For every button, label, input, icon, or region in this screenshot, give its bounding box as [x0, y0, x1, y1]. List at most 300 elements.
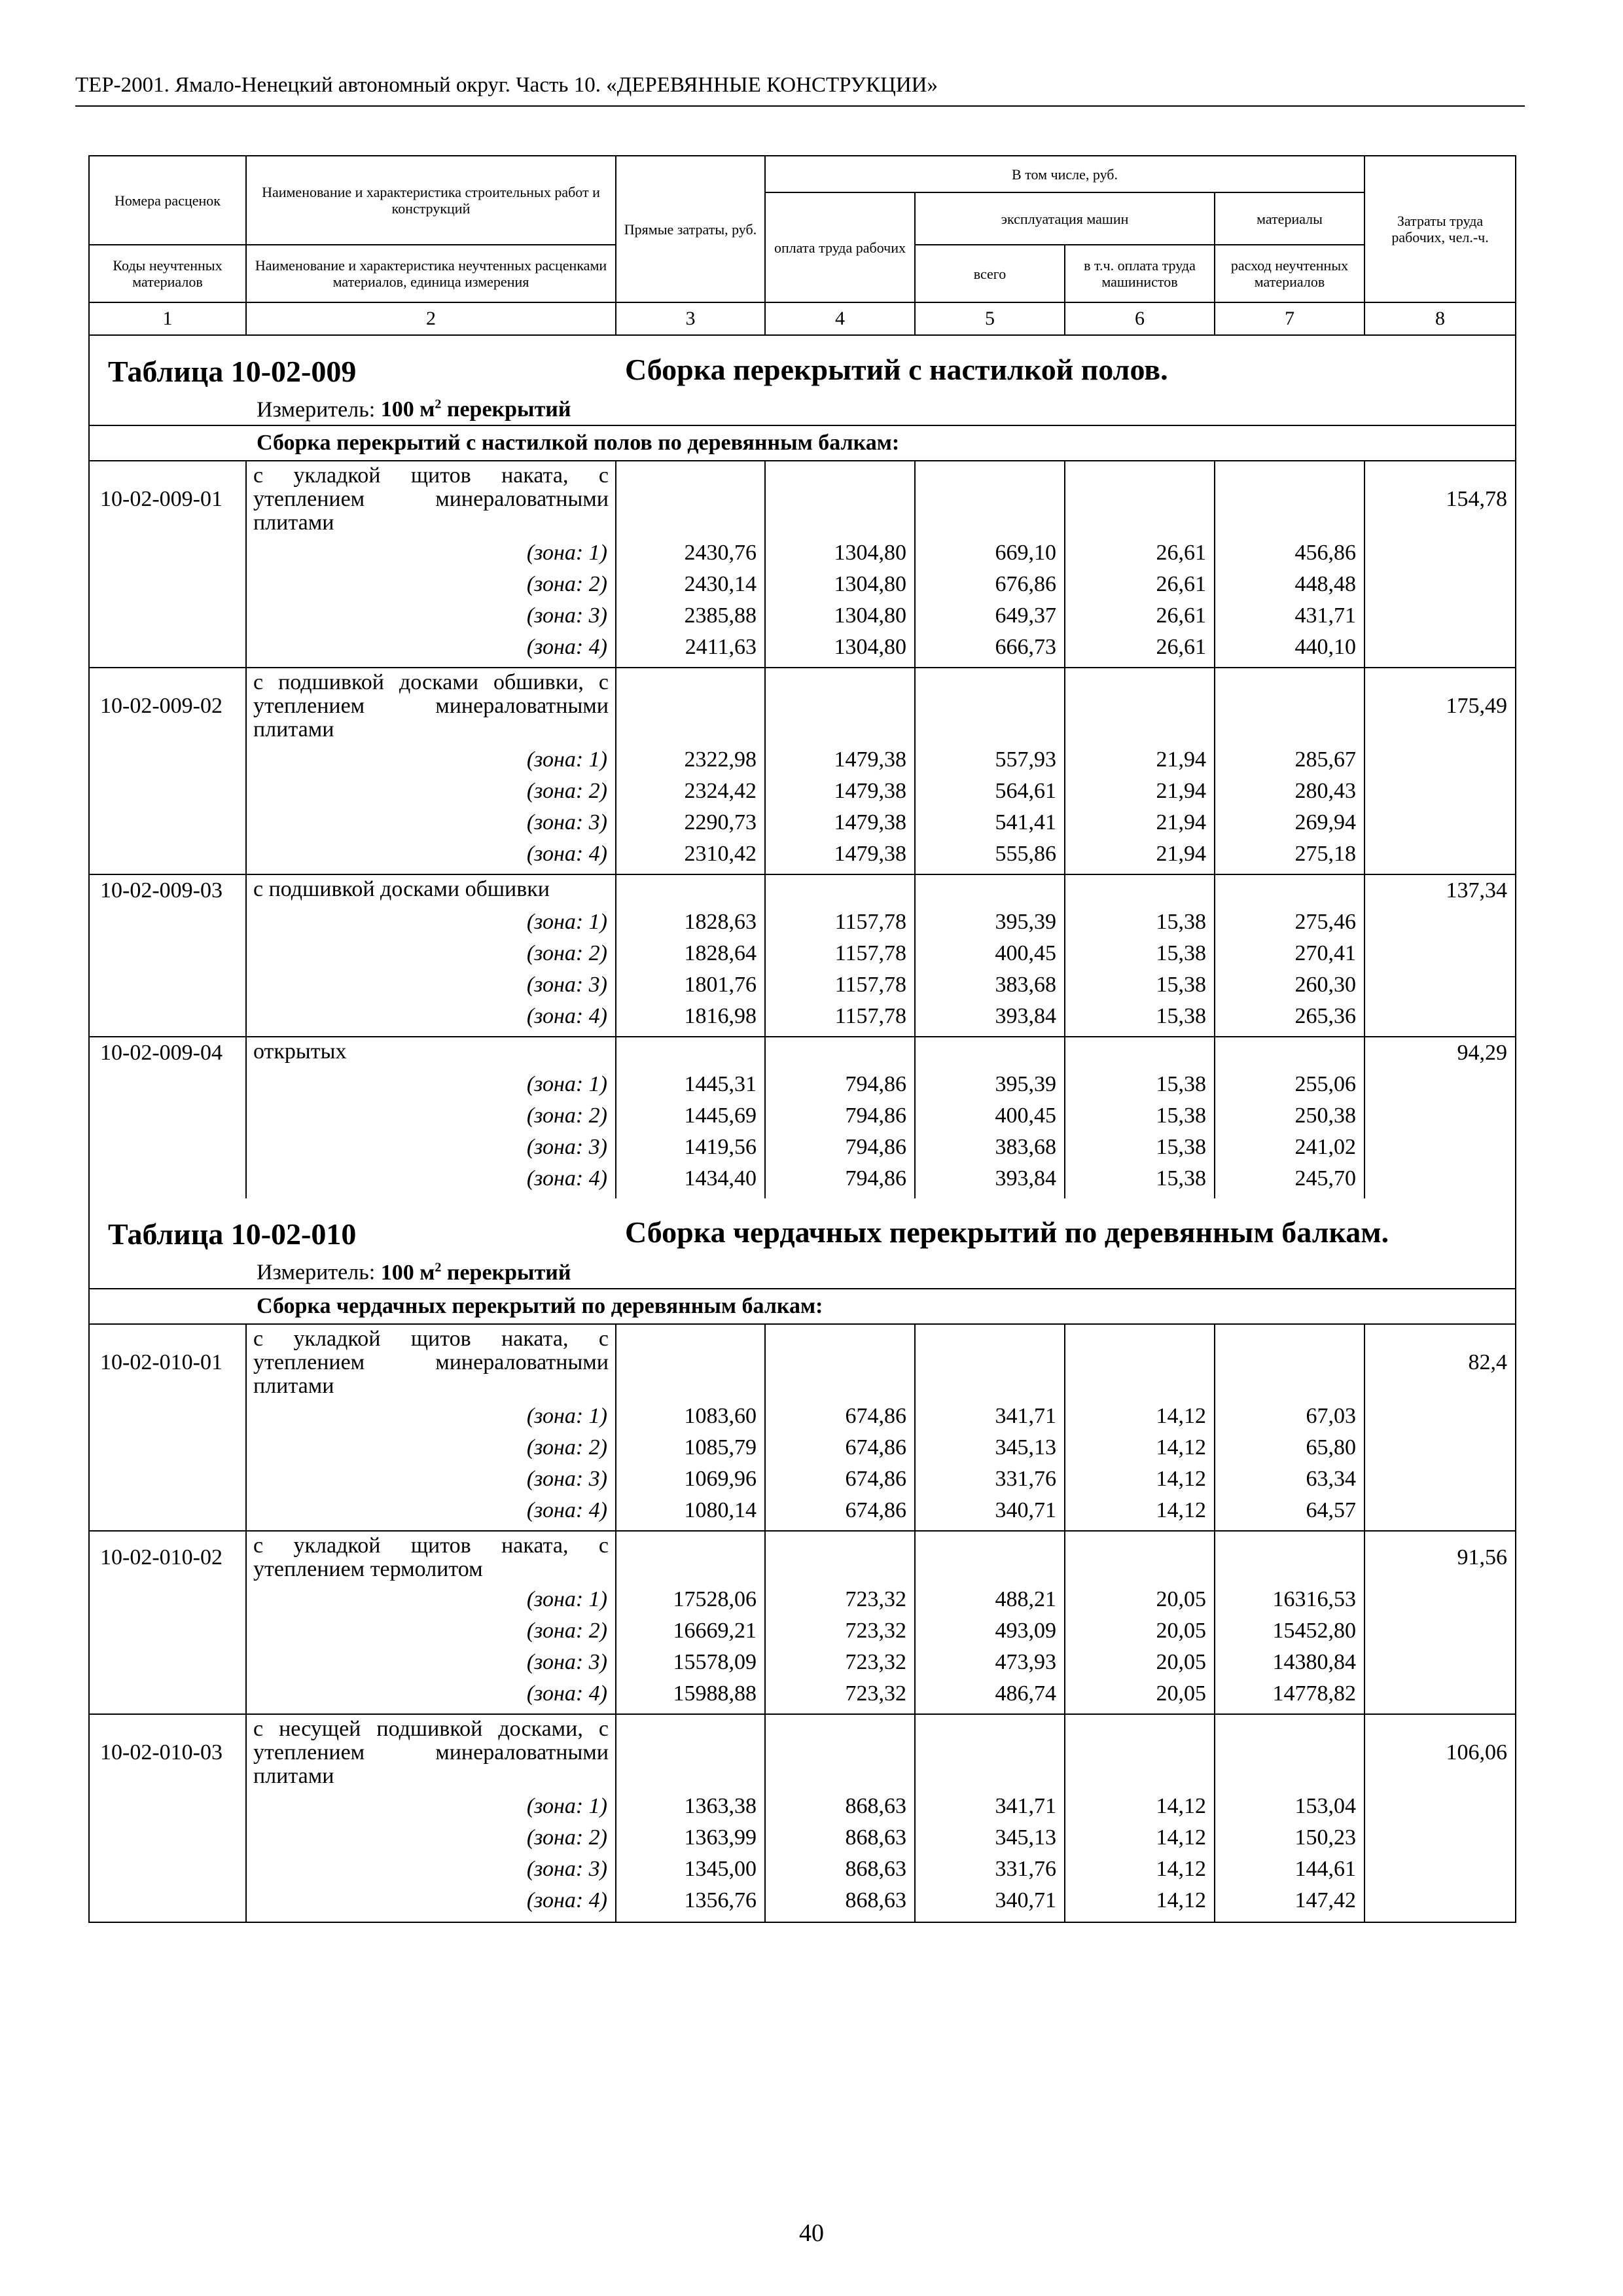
table-row [89, 1324, 1516, 1401]
machines-total: 345,13 [915, 1432, 1065, 1463]
zone-row [89, 1132, 1516, 1163]
empty-cell [1364, 632, 1516, 668]
machines-total: 555,86 [915, 838, 1065, 874]
machinist-pay: 14,12 [1065, 1432, 1215, 1463]
empty-cell [89, 969, 246, 1001]
materials-cost: 285,67 [1215, 744, 1364, 776]
zone-label: (зона: 1) [246, 906, 616, 938]
direct-cost: 1363,99 [616, 1822, 765, 1854]
machinist-pay: 15,38 [1065, 1163, 1215, 1198]
machinist-pay: 15,38 [1065, 1069, 1215, 1100]
empty-cell [616, 461, 765, 537]
worker-pay: 794,86 [765, 1132, 915, 1163]
worker-pay: 868,63 [765, 1854, 915, 1885]
zone-row [89, 969, 1516, 1001]
machines-total: 341,71 [915, 1401, 1065, 1432]
direct-cost: 2310,42 [616, 838, 765, 874]
empty-cell [915, 1037, 1065, 1069]
machinist-pay: 14,12 [1065, 1854, 1215, 1885]
col-material-name-header: Наименование и характеристика неучтенных расценками материалов, единица измерения [246, 245, 616, 302]
empty-cell [1364, 537, 1516, 569]
worker-pay: 723,32 [765, 1647, 915, 1678]
empty-cell [765, 1324, 915, 1401]
meter-cell [89, 1252, 1516, 1288]
empty-cell [915, 874, 1065, 906]
machinist-pay: 14,12 [1065, 1791, 1215, 1822]
empty-cell [89, 1069, 246, 1100]
zone-row [89, 1001, 1516, 1037]
zone-label: (зона: 2) [246, 938, 616, 969]
worker-pay: 1479,38 [765, 807, 915, 838]
page-number: 40 [799, 2219, 824, 2247]
zone-label: (зона: 3) [246, 600, 616, 632]
machinist-pay: 21,94 [1065, 807, 1215, 838]
meter-sup: 2 [435, 397, 442, 412]
empty-cell [616, 1037, 765, 1069]
zone-row [89, 744, 1516, 776]
empty-cell [89, 807, 246, 838]
materials-cost: 255,06 [1215, 1069, 1364, 1100]
zone-row [89, 1647, 1516, 1678]
col-number: 1 [89, 302, 246, 335]
empty-cell [915, 1531, 1065, 1584]
empty-cell [1065, 874, 1215, 906]
empty-cell [765, 1531, 915, 1584]
empty-cell [1364, 1885, 1516, 1922]
empty-cell [89, 938, 246, 969]
rate-code: 10-02-009-01 [89, 461, 246, 537]
empty-cell [89, 1132, 246, 1163]
empty-cell [1364, 1069, 1516, 1100]
meter-cell [89, 389, 1516, 425]
materials-cost: 275,18 [1215, 838, 1364, 874]
empty-cell [616, 874, 765, 906]
direct-cost: 17528,06 [616, 1584, 765, 1615]
col-number: 6 [1065, 302, 1215, 335]
direct-cost: 2411,63 [616, 632, 765, 668]
col-number: 7 [1215, 302, 1364, 335]
empty-cell [1065, 1531, 1215, 1584]
empty-cell [1065, 668, 1215, 744]
rate-description: с укладкой щитов наката, с утеплением термолитом [246, 1531, 616, 1584]
materials-cost: 250,38 [1215, 1100, 1364, 1132]
zone-label: (зона: 4) [246, 1001, 616, 1037]
zone-row [89, 569, 1516, 600]
rate-code: 10-02-009-03 [89, 874, 246, 906]
materials-cost: 440,10 [1215, 632, 1364, 668]
zone-row [89, 1854, 1516, 1885]
empty-cell [1364, 1822, 1516, 1854]
table-row [89, 1531, 1516, 1584]
labor-cost: 94,29 [1364, 1037, 1516, 1069]
table-title-cell [89, 1198, 1516, 1252]
direct-cost: 1085,79 [616, 1432, 765, 1463]
worker-pay: 674,86 [765, 1432, 915, 1463]
empty-cell [1065, 1714, 1215, 1791]
machinist-pay: 26,61 [1065, 569, 1215, 600]
machines-total: 341,71 [915, 1791, 1065, 1822]
empty-cell [89, 1615, 246, 1647]
empty-cell [1364, 1615, 1516, 1647]
empty-cell [765, 1714, 915, 1791]
labor-cost: 106,06 [1364, 1714, 1516, 1791]
col-unaccounted-materials-header: расход неучтенных материалов [1215, 245, 1364, 302]
materials-cost: 431,71 [1215, 600, 1364, 632]
materials-cost: 280,43 [1215, 776, 1364, 807]
zone-row [89, 776, 1516, 807]
machines-total: 486,74 [915, 1678, 1065, 1714]
machinist-pay: 20,05 [1065, 1678, 1215, 1714]
zone-row [89, 537, 1516, 569]
machinist-pay: 15,38 [1065, 1001, 1215, 1037]
empty-cell [1364, 1132, 1516, 1163]
machines-total: 331,76 [915, 1854, 1065, 1885]
worker-pay: 1157,78 [765, 906, 915, 938]
header-rule [75, 105, 1525, 107]
empty-cell [1364, 600, 1516, 632]
meter-label: Измеритель: [257, 1260, 376, 1285]
machines-total: 383,68 [915, 1132, 1065, 1163]
rate-code: 10-02-010-02 [89, 1531, 246, 1584]
zone-row [89, 938, 1516, 969]
materials-cost: 147,42 [1215, 1885, 1364, 1922]
direct-cost: 2324,42 [616, 776, 765, 807]
worker-pay: 868,63 [765, 1822, 915, 1854]
direct-cost: 1345,00 [616, 1854, 765, 1885]
zone-label: (зона: 4) [246, 632, 616, 668]
empty-cell [1364, 1678, 1516, 1714]
col-machines-total-header: всего [915, 245, 1065, 302]
table-row [89, 461, 1516, 537]
empty-cell [765, 461, 915, 537]
labor-cost: 82,4 [1364, 1324, 1516, 1401]
table-title-row [89, 1198, 1516, 1252]
worker-pay: 794,86 [765, 1069, 915, 1100]
rate-description: с подшивкой досками обшивки [246, 874, 616, 906]
materials-cost: 64,57 [1215, 1495, 1364, 1531]
empty-cell [89, 1401, 246, 1432]
table-number: Таблица 10-02-009 [108, 355, 357, 388]
col-rate-numbers-header: Номера расценок [89, 156, 246, 245]
empty-cell [89, 1885, 246, 1922]
direct-cost: 2430,76 [616, 537, 765, 569]
worker-pay: 674,86 [765, 1495, 915, 1531]
meter-label: Измеритель: [257, 397, 376, 422]
rate-code: 10-02-009-02 [89, 668, 246, 744]
empty-cell [89, 1163, 246, 1198]
rate-description: с укладкой щитов наката, с утеплением минераловатными плитами [246, 461, 616, 537]
running-header: ТЕР-2001. Ямало-Ненецкий автономный округ. Часть 10. «ДЕРЕВЯННЫЕ КОНСТРУКЦИИ» [75, 73, 938, 97]
zone-label: (зона: 3) [246, 1854, 616, 1885]
col-number: 8 [1364, 302, 1516, 335]
materials-cost: 241,02 [1215, 1132, 1364, 1163]
materials-cost: 275,46 [1215, 906, 1364, 938]
rate-description: открытых [246, 1037, 616, 1069]
machines-total: 649,37 [915, 600, 1065, 632]
machinist-pay: 26,61 [1065, 600, 1215, 632]
materials-cost: 63,34 [1215, 1463, 1364, 1495]
zone-label: (зона: 1) [246, 1069, 616, 1100]
direct-cost: 2322,98 [616, 744, 765, 776]
direct-cost: 2430,14 [616, 569, 765, 600]
empty-cell [89, 1854, 246, 1885]
table-title-cell [89, 335, 1516, 389]
empty-cell [1215, 1531, 1364, 1584]
materials-cost: 265,36 [1215, 1001, 1364, 1037]
worker-pay: 723,32 [765, 1615, 915, 1647]
empty-cell [89, 1001, 246, 1037]
empty-cell [1364, 1854, 1516, 1885]
worker-pay: 794,86 [765, 1163, 915, 1198]
machinist-pay: 15,38 [1065, 969, 1215, 1001]
zone-row [89, 1100, 1516, 1132]
zone-row [89, 807, 1516, 838]
worker-pay: 868,63 [765, 1885, 915, 1922]
direct-cost: 1434,40 [616, 1163, 765, 1198]
empty-cell [1215, 668, 1364, 744]
direct-cost: 1445,69 [616, 1100, 765, 1132]
empty-cell [89, 838, 246, 874]
empty-cell [616, 668, 765, 744]
empty-cell [765, 668, 915, 744]
empty-cell [89, 1495, 246, 1531]
machines-total: 488,21 [915, 1584, 1065, 1615]
machines-total: 676,86 [915, 569, 1065, 600]
machinist-pay: 14,12 [1065, 1885, 1215, 1922]
rate-description: с подшивкой досками обшивки, с утеплением минераловатными плитами [246, 668, 616, 744]
col-number: 3 [616, 302, 765, 335]
zone-label: (зона: 3) [246, 1132, 616, 1163]
direct-cost: 1445,31 [616, 1069, 765, 1100]
empty-cell [89, 600, 246, 632]
machines-total: 493,09 [915, 1615, 1065, 1647]
col-labor-costs-header: Затраты труда рабочих, чел.-ч. [1364, 156, 1516, 302]
materials-cost: 14380,84 [1215, 1647, 1364, 1678]
empty-cell [1215, 874, 1364, 906]
worker-pay: 868,63 [765, 1791, 915, 1822]
empty-cell [616, 1714, 765, 1791]
table-title-row [89, 335, 1516, 389]
empty-cell [89, 1791, 246, 1822]
col-work-name-header: Наименование и характеристика строительных работ и конструкций [246, 156, 616, 245]
empty-cell [1364, 1463, 1516, 1495]
direct-cost: 1801,76 [616, 969, 765, 1001]
materials-cost: 67,03 [1215, 1401, 1364, 1432]
rate-code: 10-02-010-03 [89, 1714, 246, 1791]
machines-total: 395,39 [915, 906, 1065, 938]
machines-total: 331,76 [915, 1463, 1065, 1495]
meter-unit: перекрытий [446, 1260, 571, 1285]
table-number: Таблица 10-02-010 [108, 1217, 357, 1251]
empty-cell [1364, 1791, 1516, 1822]
materials-cost: 15452,80 [1215, 1615, 1364, 1647]
empty-cell [1364, 744, 1516, 776]
zone-row [89, 1885, 1516, 1922]
meter [90, 1252, 1515, 1287]
worker-pay: 1157,78 [765, 969, 915, 1001]
meter-sup: 2 [435, 1260, 442, 1275]
zone-label: (зона: 4) [246, 838, 616, 874]
zone-row [89, 1432, 1516, 1463]
zone-row [89, 1401, 1516, 1432]
machinist-pay: 21,94 [1065, 776, 1215, 807]
empty-cell [89, 1647, 246, 1678]
direct-cost: 1356,76 [616, 1885, 765, 1922]
machines-total: 345,13 [915, 1822, 1065, 1854]
zone-label: (зона: 2) [246, 1822, 616, 1854]
machinist-pay: 20,05 [1065, 1615, 1215, 1647]
materials-cost: 270,41 [1215, 938, 1364, 969]
empty-cell [89, 537, 246, 569]
table-row [89, 1714, 1516, 1791]
empty-cell [915, 1714, 1065, 1791]
materials-cost: 245,70 [1215, 1163, 1364, 1198]
machinist-pay: 15,38 [1065, 906, 1215, 938]
empty-cell [89, 776, 246, 807]
worker-pay: 1304,80 [765, 537, 915, 569]
empty-cell [89, 906, 246, 938]
machines-total: 557,93 [915, 744, 1065, 776]
machines-total: 340,71 [915, 1885, 1065, 1922]
zone-row [89, 838, 1516, 874]
worker-pay: 1479,38 [765, 744, 915, 776]
worker-pay: 723,32 [765, 1584, 915, 1615]
zone-row [89, 1822, 1516, 1854]
machinist-pay: 15,38 [1065, 1100, 1215, 1132]
worker-pay: 1479,38 [765, 838, 915, 874]
zone-label: (зона: 4) [246, 1495, 616, 1531]
machines-total: 541,41 [915, 807, 1065, 838]
zone-row [89, 632, 1516, 668]
machines-total: 669,10 [915, 537, 1065, 569]
col-including-header: В том числе, руб. [765, 156, 1364, 192]
machines-total: 564,61 [915, 776, 1065, 807]
empty-cell [915, 668, 1065, 744]
machinist-pay: 20,05 [1065, 1584, 1215, 1615]
materials-cost: 448,48 [1215, 569, 1364, 600]
zone-label: (зона: 2) [246, 1100, 616, 1132]
empty-cell [89, 632, 246, 668]
empty-cell [1364, 1100, 1516, 1132]
direct-cost: 1080,14 [616, 1495, 765, 1531]
table-name: Сборка чердачных перекрытий по деревянным балкам. [625, 1215, 1389, 1249]
table-row [89, 874, 1516, 906]
empty-cell [1215, 1324, 1364, 1401]
direct-cost: 15988,88 [616, 1678, 765, 1714]
labor-cost: 137,34 [1364, 874, 1516, 906]
machines-total: 393,84 [915, 1001, 1065, 1037]
zone-label: (зона: 3) [246, 1647, 616, 1678]
materials-cost: 269,94 [1215, 807, 1364, 838]
materials-cost: 150,23 [1215, 1822, 1364, 1854]
zone-row [89, 1791, 1516, 1822]
empty-cell [1364, 1001, 1516, 1037]
zone-row [89, 1463, 1516, 1495]
empty-cell [1364, 569, 1516, 600]
direct-cost: 2290,73 [616, 807, 765, 838]
machines-total: 400,45 [915, 938, 1065, 969]
empty-cell [616, 1531, 765, 1584]
zone-label: (зона: 1) [246, 1791, 616, 1822]
machinist-pay: 14,12 [1065, 1822, 1215, 1854]
empty-cell [1364, 838, 1516, 874]
zone-label: (зона: 1) [246, 744, 616, 776]
col-number: 2 [246, 302, 616, 335]
zone-label: (зона: 3) [246, 969, 616, 1001]
machinist-pay: 14,12 [1065, 1401, 1215, 1432]
machinist-pay: 14,12 [1065, 1495, 1215, 1531]
empty-cell [1364, 1401, 1516, 1432]
zone-label: (зона: 2) [246, 1432, 616, 1463]
materials-cost: 456,86 [1215, 537, 1364, 569]
machinist-pay: 15,38 [1065, 938, 1215, 969]
direct-cost: 1083,60 [616, 1401, 765, 1432]
zone-label: (зона: 1) [246, 1584, 616, 1615]
direct-cost: 1828,64 [616, 938, 765, 969]
worker-pay: 1304,80 [765, 632, 915, 668]
zone-label: (зона: 2) [246, 1615, 616, 1647]
machinist-pay: 21,94 [1065, 838, 1215, 874]
zone-row [89, 1615, 1516, 1647]
zone-row [89, 1678, 1516, 1714]
empty-cell [1215, 461, 1364, 537]
meter-value: 100 м [380, 1260, 435, 1285]
col-number: 5 [915, 302, 1065, 335]
empty-cell [1065, 1037, 1215, 1069]
empty-cell [1215, 1037, 1364, 1069]
empty-cell [1364, 938, 1516, 969]
machinist-pay: 26,61 [1065, 537, 1215, 569]
worker-pay: 723,32 [765, 1678, 915, 1714]
worker-pay: 1304,80 [765, 600, 915, 632]
col-number: 4 [765, 302, 915, 335]
empty-cell [1364, 1163, 1516, 1198]
worker-pay: 674,86 [765, 1401, 915, 1432]
table-subtitle: Сборка перекрытий с настилкой полов по деревянным балкам: [89, 425, 1516, 461]
table-row [89, 668, 1516, 744]
worker-pay: 674,86 [765, 1463, 915, 1495]
direct-cost: 16669,21 [616, 1615, 765, 1647]
rate-description: с укладкой щитов наката, с утеплением минераловатными плитами [246, 1324, 616, 1401]
empty-cell [1364, 1432, 1516, 1463]
labor-cost: 154,78 [1364, 461, 1516, 537]
materials-cost: 153,04 [1215, 1791, 1364, 1822]
empty-cell [1364, 807, 1516, 838]
direct-cost: 1069,96 [616, 1463, 765, 1495]
meter [90, 389, 1515, 425]
direct-cost: 1363,38 [616, 1791, 765, 1822]
empty-cell [1364, 1584, 1516, 1615]
materials-cost: 65,80 [1215, 1432, 1364, 1463]
empty-cell [616, 1324, 765, 1401]
rate-description: с несущей подшивкой досками, с утеплением минераловатными плитами [246, 1714, 616, 1791]
col-materials-header: материалы [1215, 192, 1364, 245]
zone-label: (зона: 1) [246, 1401, 616, 1432]
worker-pay: 1304,80 [765, 569, 915, 600]
zone-label: (зона: 3) [246, 1463, 616, 1495]
empty-cell [89, 569, 246, 600]
direct-cost: 1419,56 [616, 1132, 765, 1163]
empty-cell [1364, 969, 1516, 1001]
zone-label: (зона: 3) [246, 807, 616, 838]
zone-label: (зона: 2) [246, 569, 616, 600]
direct-cost: 2385,88 [616, 600, 765, 632]
zone-label: (зона: 2) [246, 776, 616, 807]
machines-total: 666,73 [915, 632, 1065, 668]
col-material-codes-header: Коды неучтенных материалов [89, 245, 246, 302]
empty-cell [1065, 1324, 1215, 1401]
materials-cost: 144,61 [1215, 1854, 1364, 1885]
